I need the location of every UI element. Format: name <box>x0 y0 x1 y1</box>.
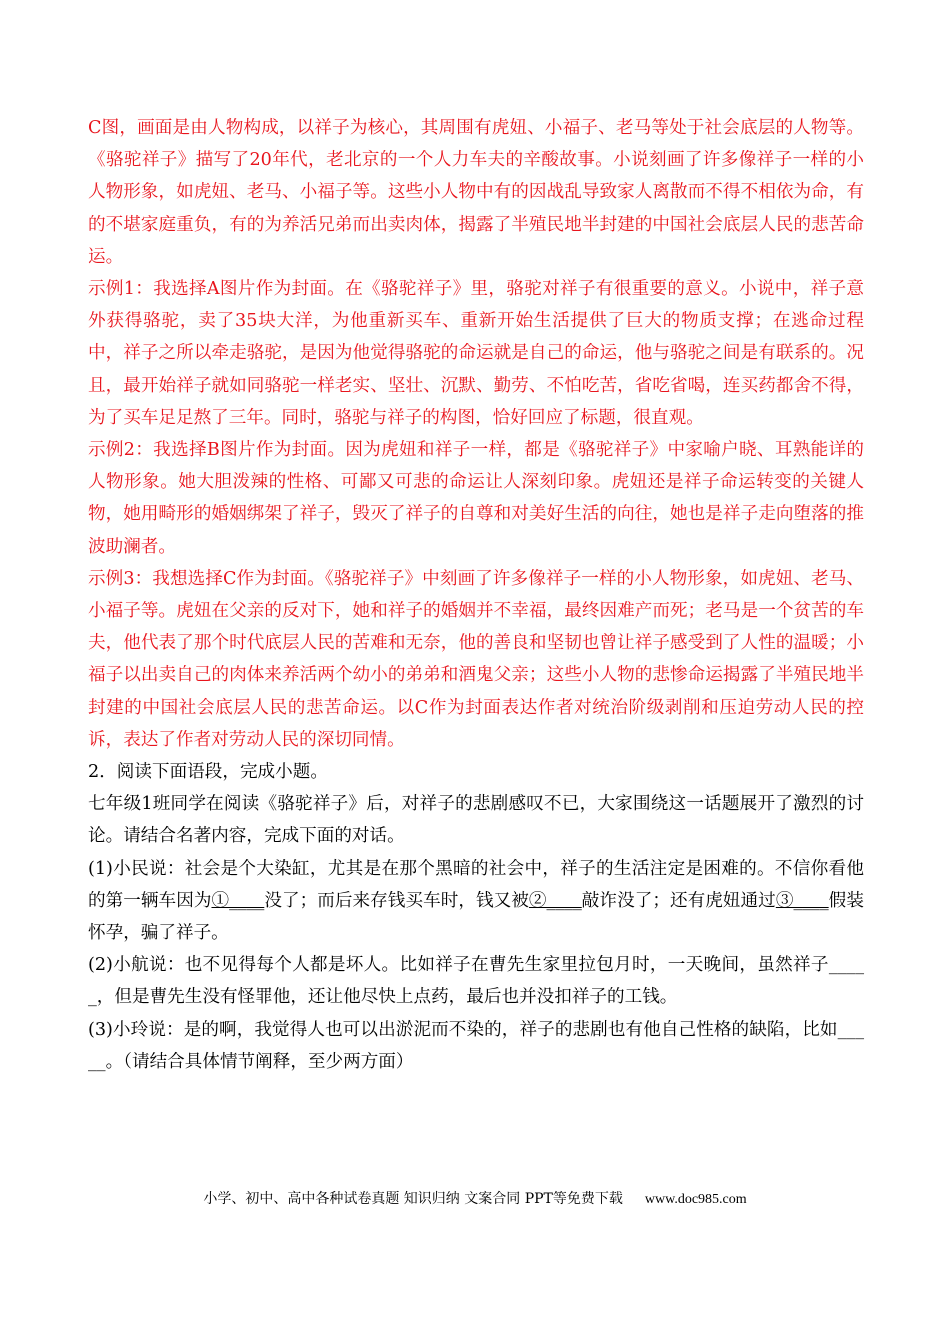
sub-1-text-d: 假装怀孕，骗了祥子。 <box>88 890 864 944</box>
question-2-sub-1 <box>88 853 864 950</box>
sub-3-text-a: (3)小玲说：是的啊，我觉得人也可以出淤泥而不染的，祥子的悲剧也有他自己性格的缺陷，比如 <box>88 1019 838 1040</box>
page-footer <box>0 1188 950 1208</box>
sub-2-blank-field: _____ <box>88 955 864 1008</box>
sub-1-text-a: (1)小民说：社会是个大染缸，尤其是在那个黑暗的社会中，祥子的生活注定是困难的。不信你看他的第一辆车因为 <box>88 858 864 911</box>
answer-example-3: 示例3：我想选择C作为封面。《骆驼祥子》中刻画了许多像祥子一样的小人物形象，如虎妞、老马、小福子等。虎妞在父亲的反对下，她和祥子的婚姻并不幸福，最终因难产而死；老马是一个贫苦的车夫，他代表了那个时代底层人民的苦难和无奈，他的善良和坚韧也曾让祥子感受到了人性的温暖；小福子以出卖自己的肉体来养活两个幼小的弟弟和酒鬼父亲；这些小人物的悲惨命运揭露了半殖民地半封建的中国社会底层人民的悲苦命运。以C作为封面表达作者对统治阶级剥削和压迫劳动人民的控诉，表达了作者对劳动人民的深切同情。 <box>88 568 864 750</box>
question-2-sub-2 <box>88 949 864 1013</box>
sub-2-text-b: ，但是曹先生没有怪罪他，还让他尽快上点药，最后也并没扣祥子的工钱。 <box>96 987 678 1008</box>
blank-1-field: ①____ <box>211 890 265 911</box>
sub-2-text-a: (2)小航说：也不见得每个人都是坏人。比如祥子在曹先生家里拉包月时，一天晚间，虽然祥子 <box>88 955 829 976</box>
sub-1-text-c: 敲诈没了；还有虎妞通过 <box>581 890 776 911</box>
sub-3-text-b: 。（请结合具体情节阐释，至少两方面） <box>105 1051 414 1072</box>
sub-3-blank-field: _____ <box>88 1019 864 1072</box>
sub-1-text-b: 没了；而后来存钱买车时，钱又被 <box>264 890 529 911</box>
answer-example-2: 示例2：我选择B图片作为封面。因为虎妞和祥子一样，都是《骆驼祥子》中家喻户晓、耳熟能详的人物形象。她大胆泼辣的性格、可鄙又可悲的命运让人深刻印象。虎妞还是祥子命运转变的关键人物，她用畸形的婚姻绑架了祥子，毁灭了祥子的自尊和对美好生活的向往，她也是祥子走向堕落的推波助澜者。 <box>88 440 864 557</box>
answer-c-image-analysis: C图，画面是由人物构成，以祥子为核心，其周围有虎妞、小福子、老马等处于社会底层的人物等。《骆驼祥子》描写了20年代，老北京的一个人力车夫的辛酸故事。小说刻画了许多像祥子一样的小人物形象，如虎妞、老马、小福子等。这些小人物中有的因战乱导致家人离散而不得不相依为命，有的不堪家庭重负，有的为养活兄弟而出卖肉体，揭露了半殖民地半封建的中国社会底层人民的悲苦命运。 <box>88 118 864 267</box>
answer-example-1: 示例1：我选择A图片作为封面。在《骆驼祥子》里，骆驼对祥子有很重要的意义。小说中，祥子意外获得骆驼，卖了35块大洋，为他重新买车、重新开始生活提供了巨大的物质支撑；在逃命过程中，祥子之所以牵走骆驼，是因为他觉得骆驼的命运就是自己的命运，他与骆驼之间是有联系的。况且，最开始祥子就如同骆驼一样老实、坚壮、沉默、勤劳、不怕吃苦，省吃省喝，连买药都舍不得，为了买车足足熬了三年。同时，骆驼与祥子的构图，恰好回应了标题，很直观。 <box>88 279 864 428</box>
question-2-sub-3 <box>88 1014 864 1078</box>
blank-3-field: ③____ <box>775 890 829 911</box>
footer-ad-text: 小学、初中、高中各种试卷真题 知识归纳 文案合同 PPT等免费下载 <box>203 1191 623 1207</box>
blank-2-field: ②____ <box>528 890 582 911</box>
page-content <box>88 112 864 1078</box>
footer-url-link[interactable]: www.doc985.com <box>644 1192 747 1207</box>
question-2-intro: 七年级1班同学在阅读《骆驼祥子》后，对祥子的悲剧感叹不已，大家围绕这一话题展开了激烈的讨论。请结合名著内容，完成下面的对话。 <box>88 794 864 847</box>
question-2-heading: 2．阅读下面语段，完成小题。 <box>88 762 328 783</box>
